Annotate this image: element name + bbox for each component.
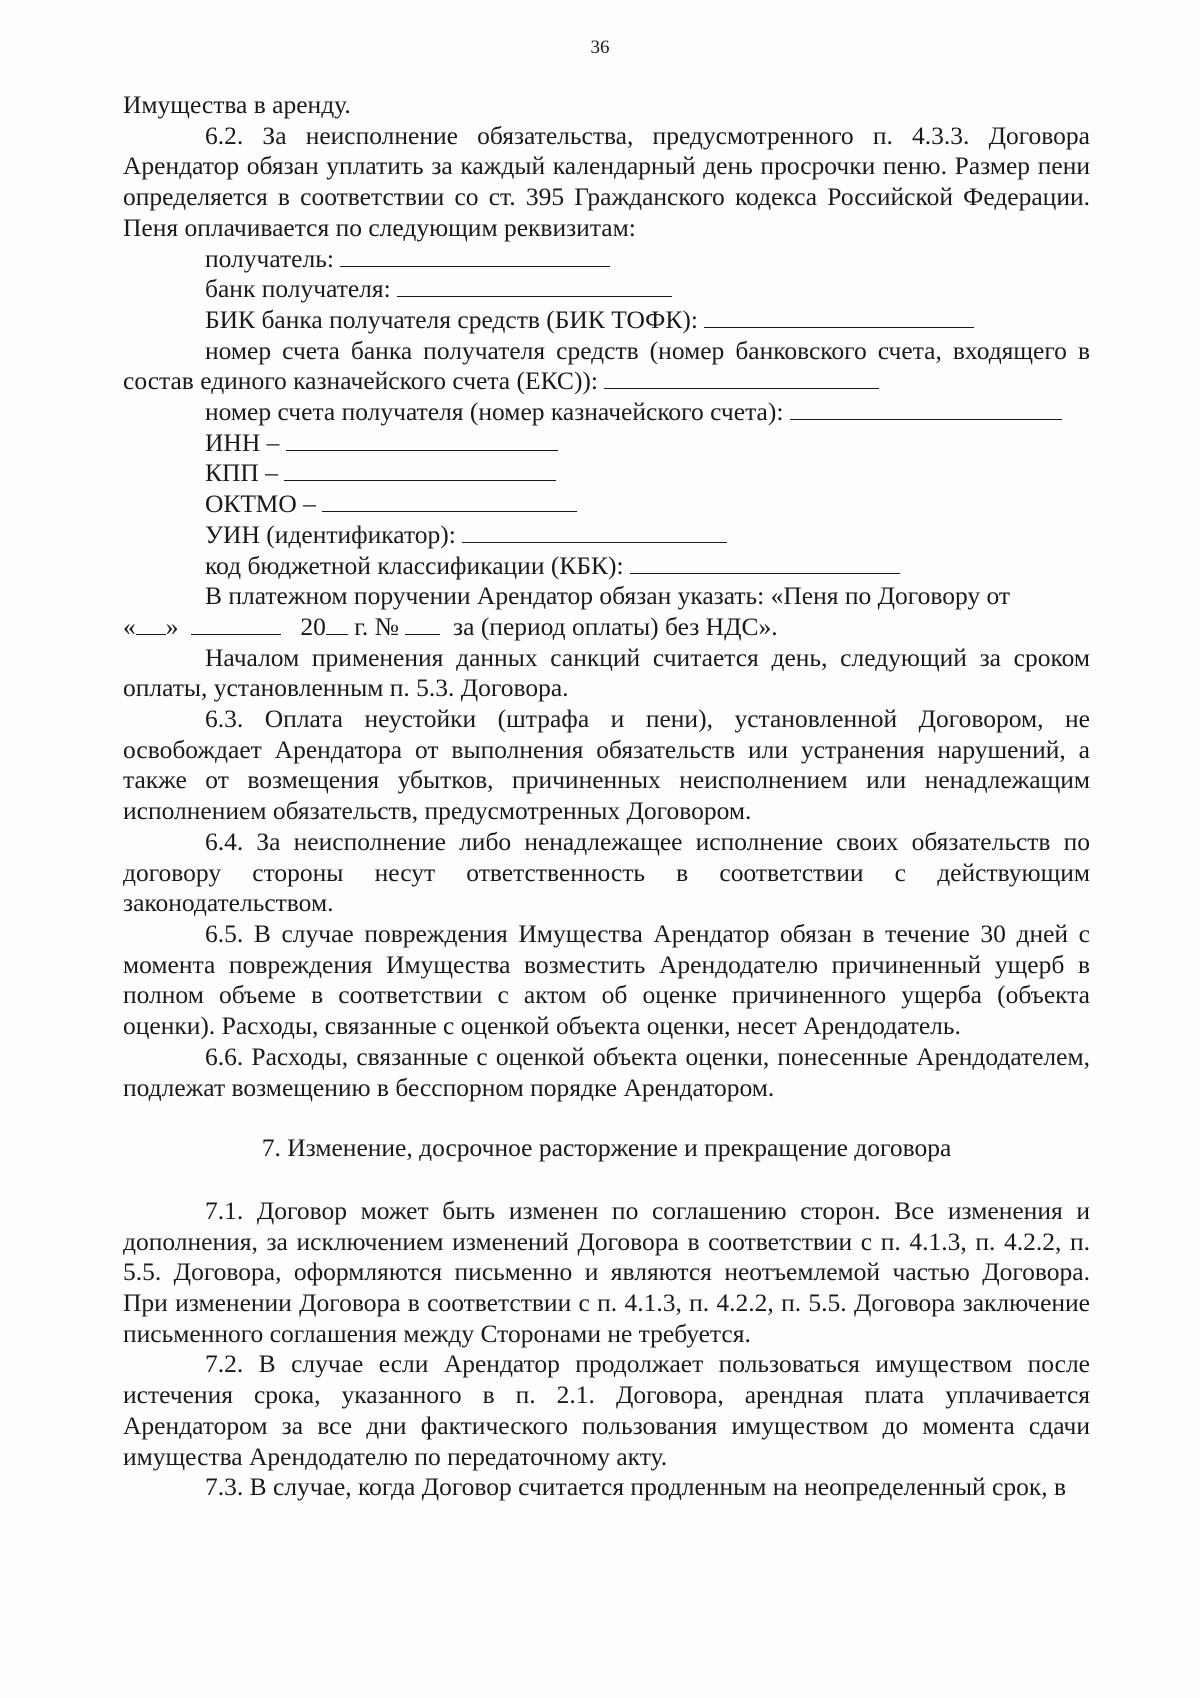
field-bank <box>123 274 1090 305</box>
payment-note <box>123 581 1090 612</box>
clause-6-5: 6.5. В случае повреждения Имущества Арендатор обязан в течение 30 дней с момента повреждения Имущества возместить Арендодателю причиненный ущерб в полном объеме в соответствии с актом об оценке причиненного ущерба (объекта оценки). Расходы, связанные с оценкой объекта оценки, несет Арендодатель. <box>123 918 1090 1041</box>
clause-6-4: 6.4. За неисполнение либо ненадлежащее исполнение своих обязательств по договору стороны несут ответственность в соответствии с действующим законодательством. <box>123 826 1090 918</box>
sanction-start: Началом применения данных санкций считается день, следующий за сроком оплаты, установленным п. 5.3. Договора. <box>123 642 1090 703</box>
field-inn <box>123 428 1090 459</box>
field-kpp <box>123 458 1090 489</box>
quote-open: « <box>123 611 136 641</box>
blank-line <box>704 305 974 328</box>
field-kbk <box>123 551 1090 582</box>
field-treasury <box>123 397 1090 428</box>
field-label: УИН (идентификатор): <box>205 519 456 549</box>
field-label: БИК банка получателя средств (БИК ТОФК): <box>205 304 698 334</box>
section-7-heading: 7. Изменение, досрочное расторжение и прекращение договора <box>261 1133 952 1163</box>
payment-note-text: В платежном поручении Арендатор обязан указать: «Пеня по Договору от <box>205 581 1011 611</box>
field-bik <box>123 305 1090 336</box>
blank-line <box>790 397 1062 420</box>
document-body <box>123 90 1090 1503</box>
field-label: ИНН – <box>205 427 280 457</box>
blank-line <box>604 366 879 389</box>
blank-line <box>630 551 900 574</box>
year-number-label: г. № <box>354 611 399 641</box>
blank-line <box>284 458 556 481</box>
blank-line <box>340 244 610 267</box>
field-account <box>123 336 1090 397</box>
blank-day <box>136 612 166 635</box>
field-label: номер счета банка получателя средств (номер банковского счета, входящего в состав единого казначейского счета (ЕКС)): <box>123 335 1090 396</box>
field-label: номер счета получателя (номер казначейского счета): <box>205 397 784 427</box>
field-oktmo <box>123 489 1090 520</box>
paragraph-continuation: Имущества в аренду. <box>123 90 351 119</box>
field-label: банк получателя: <box>205 274 391 304</box>
blank-year <box>326 612 348 635</box>
field-recipient <box>123 244 1090 275</box>
clause-7-3: 7.3. В случае, когда Договор считается продленным на неопределенный срок, в <box>205 1472 1066 1502</box>
clause-6-3: 6.3. Оплата неустойки (штрафа и пени), установленной Договором, не освобождает Арендатора от выполнения обязательств или устранения нарушений, а также от возмещения убытков, причиненных неисполнением или ненадлежащим исполнением обязательств, предусмотренных Договором. <box>123 704 1090 826</box>
clause-7-2: 7.2. В случае если Арендатор продолжает пользоваться имуществом после истечения срока, указанного в п. 2.1. Договора, арендная плата уплачивается Арендатором за все дни фактического пользования имуществом до момента сдачи имущества Арендодателю по передаточному акту. <box>123 1349 1090 1471</box>
year-prefix: 20 <box>300 611 326 641</box>
field-label: ОКТМО – <box>205 489 316 519</box>
field-uin <box>123 520 1090 551</box>
blank-line <box>286 428 558 451</box>
blank-month <box>191 612 281 635</box>
field-label: КПП – <box>205 458 278 488</box>
page-number: 36 <box>590 37 610 58</box>
payment-note-tail: за (период оплаты) без НДС». <box>453 611 778 641</box>
clause-6-2: 6.2. За неисполнение обязательства, предусмотренного п. 4.3.3. Договора Арендатор обязан уплатить за каждый календарный день просрочки пеню. Размер пени определяется в соответствии со ст. 395 Гражданского кодекса Российской Федерации. Пеня оплачивается по следующим реквизитам: <box>123 120 1090 242</box>
blank-number <box>405 612 440 635</box>
blank-line <box>322 489 577 512</box>
clause-6-6: 6.6. Расходы, связанные с оценкой объекта оценки, понесенные Арендодателем, подлежат возмещению в бесспорном порядке Арендатором. <box>123 1041 1090 1102</box>
field-label: получатель: <box>205 243 334 273</box>
field-label: код бюджетной классификации (КБК): <box>205 550 624 580</box>
clause-7-1: 7.1. Договор может быть изменен по соглашению сторон. Все изменения и дополнения, за исключением изменений Договора в соответствии с п. 4.1.3, п. 4.2.2, п. 5.5. Договора, оформляются письменно и являются неотъемлемой частью Договора. При изменении Договора в соответствии с п. 4.1.3, п. 4.2.2, п. 5.5. Договора заключение письменного соглашения между Сторонами не требуется. <box>123 1195 1090 1348</box>
blank-line <box>462 520 727 543</box>
payment-note-template <box>123 612 1090 643</box>
blank-line <box>397 274 672 297</box>
quote-close: » <box>165 611 179 641</box>
